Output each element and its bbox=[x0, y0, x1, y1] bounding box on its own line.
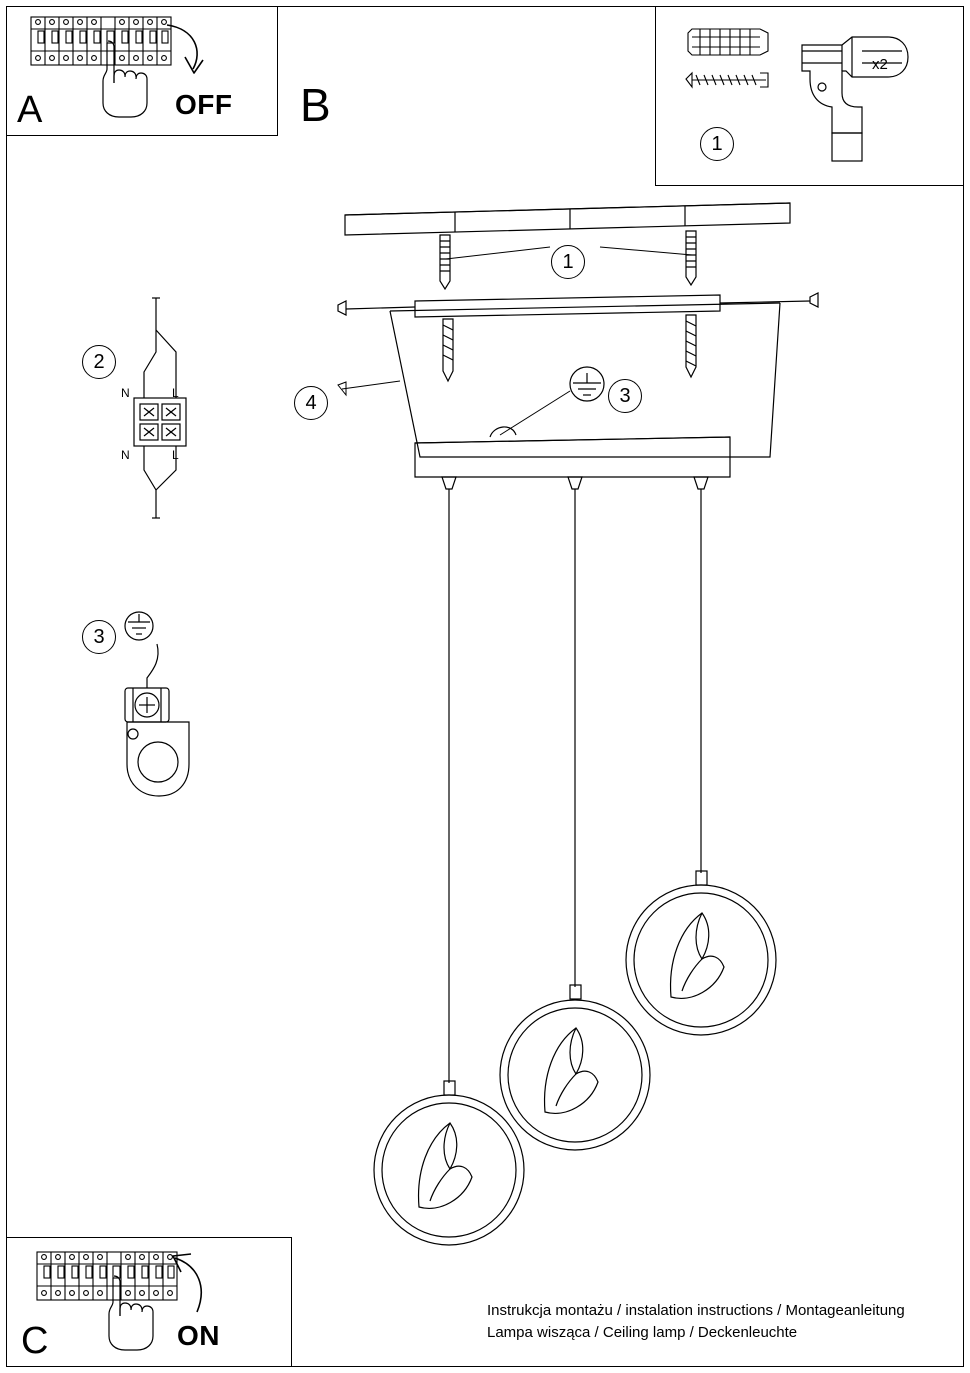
panel-b-letter: B bbox=[300, 79, 331, 131]
callout-2: 2 bbox=[82, 345, 116, 379]
terminal-label-l-top: L bbox=[172, 386, 179, 400]
tools-quantity-text: x2 bbox=[872, 56, 888, 73]
wiring-detail-drawing bbox=[100, 290, 250, 520]
circuit-breaker-panel-icon bbox=[37, 1252, 177, 1300]
lamp-connector-3 bbox=[696, 871, 707, 885]
lamp-shade-2 bbox=[500, 1000, 650, 1150]
cable-socket-3 bbox=[694, 477, 708, 489]
wall-anchor-left-icon bbox=[440, 235, 450, 289]
lamp-shade-1 bbox=[374, 1095, 524, 1245]
panel-c-drawing bbox=[7, 1238, 291, 1366]
terminal-label-n-bottom: N bbox=[121, 448, 130, 462]
wall-anchor-right-icon bbox=[686, 231, 696, 285]
mounting-screw-right-icon bbox=[686, 315, 696, 377]
main-assembly-drawing bbox=[250, 185, 970, 1305]
earth-detail-drawing bbox=[105, 600, 255, 810]
panel-c-state-label: ON bbox=[177, 1320, 220, 1351]
hand-pointing-icon bbox=[109, 1276, 153, 1350]
panel-a-letter: A bbox=[17, 89, 43, 131]
lamp-connector-2 bbox=[570, 985, 581, 999]
screw-icon bbox=[686, 73, 768, 87]
callout-4: 4 bbox=[294, 386, 328, 420]
curved-arrow-down-icon bbox=[167, 25, 203, 73]
earth-ground-icon bbox=[125, 612, 153, 640]
power-drill-icon bbox=[802, 37, 908, 161]
panel-a bbox=[6, 6, 278, 136]
callout-3-detail: 3 bbox=[82, 620, 116, 654]
earth-ground-symbol-main bbox=[570, 367, 604, 401]
panel-a-drawing bbox=[7, 7, 277, 135]
mounting-bracket-icon bbox=[338, 293, 818, 317]
terminal-label-n-top: N bbox=[121, 386, 130, 400]
callout-tools-step: 1 bbox=[700, 127, 734, 161]
panel-a-state-label: OFF bbox=[175, 89, 233, 120]
base-plate-icon bbox=[415, 427, 730, 477]
earth-screw-terminal-icon bbox=[125, 688, 169, 722]
wall-plug-icon bbox=[688, 29, 768, 55]
footer-line-1: Instrukcja montażu / instalation instructions / Montageanleitung bbox=[487, 1302, 905, 1319]
footer-text bbox=[487, 1300, 905, 1344]
tools-drawing bbox=[656, 7, 962, 184]
panel-c-letter: C bbox=[21, 1320, 49, 1362]
circuit-breaker-panel-icon bbox=[31, 17, 171, 65]
terminal-label-l-bottom: L bbox=[172, 448, 179, 462]
terminal-block-icon bbox=[134, 398, 186, 446]
panel-c bbox=[6, 1237, 292, 1367]
panel-tools bbox=[655, 6, 964, 186]
cable-socket-1 bbox=[442, 477, 456, 489]
ceiling-surface-icon bbox=[345, 203, 790, 235]
footer-line-2: Lampa wisząca / Ceiling lamp / Deckenleuchte bbox=[487, 1323, 798, 1341]
lamp-connector-1 bbox=[444, 1081, 455, 1095]
cable-socket-2 bbox=[568, 477, 582, 489]
callout-1: 1 bbox=[551, 245, 585, 279]
hand-pointing-icon bbox=[103, 41, 147, 117]
lamp-shade-3 bbox=[626, 885, 776, 1035]
callout-3-main: 3 bbox=[608, 379, 642, 413]
mounting-screw-left-icon bbox=[443, 319, 453, 381]
